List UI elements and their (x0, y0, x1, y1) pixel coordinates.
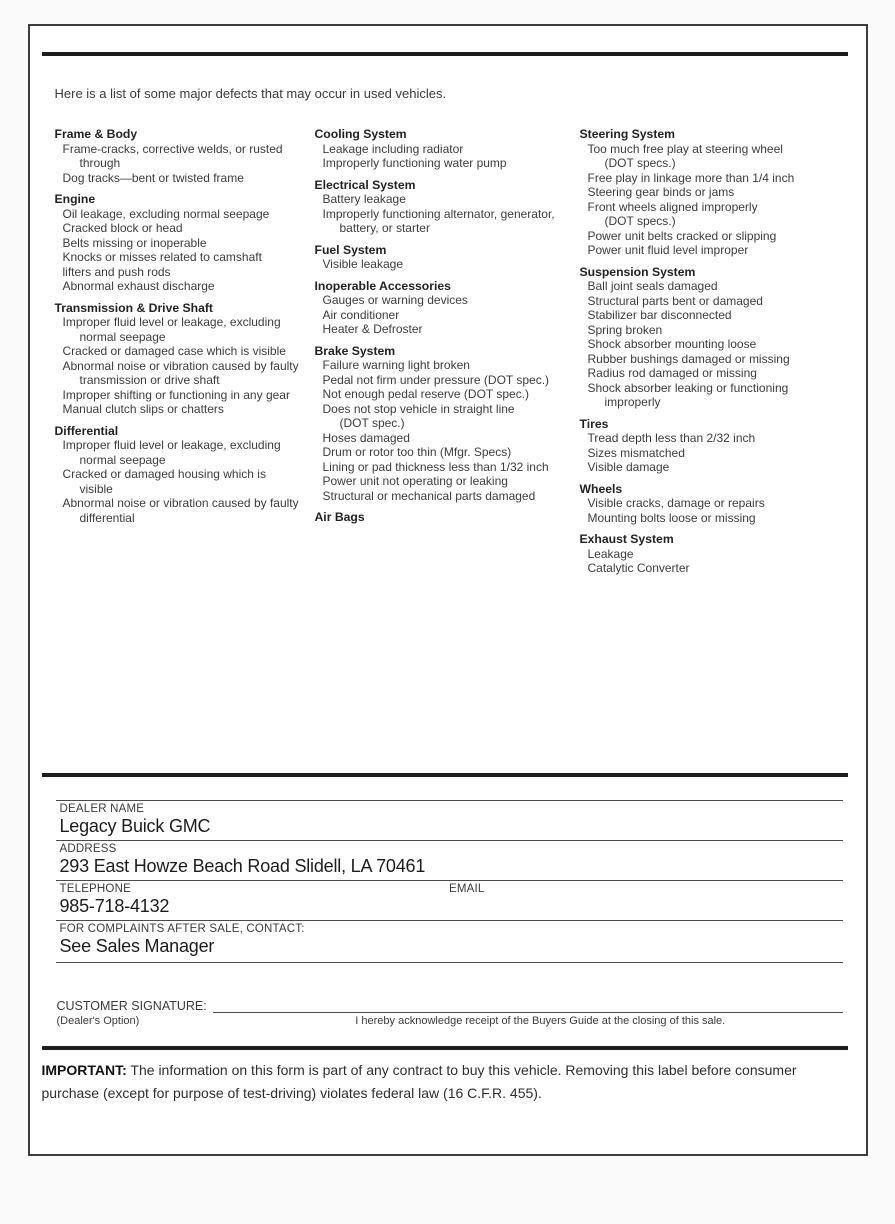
defect-item-line: Ball joint seals damaged (587, 279, 718, 293)
defect-item-line: Drum or rotor too thin (Mfgr. Specs) (322, 445, 512, 459)
complaints-contact-value: See Sales Manager (59, 936, 215, 956)
defect-item-line: battery, or starter (339, 221, 430, 235)
defect-item-line: lifters and push rods (62, 264, 171, 279)
telephone-value: 985-718-4132 (59, 896, 170, 916)
defect-item-line: Heater & Defroster (322, 322, 423, 336)
dealer-section-divider-rule (42, 773, 848, 777)
defect-item-line: Spring broken (587, 322, 663, 337)
acknowledgment-text: I hereby acknowledge receipt of the Buyers Guide at the closing of this sale. (355, 1015, 726, 1027)
defect-section (315, 178, 580, 236)
defect-item-line: Shock absorber leaking or functioning (587, 380, 789, 395)
defect-item-line: Manual clutch slips or chatters (62, 402, 224, 416)
defect-section (55, 424, 315, 526)
defect-item-line: Mounting bolts loose or missing (587, 510, 756, 525)
defect-item-line: Leakage including radiator (322, 141, 464, 156)
defect-item-line: Knocks or misses related to camshaft (62, 250, 262, 264)
address-field (56, 840, 843, 880)
important-text: The information on this form is part of any contract to buy this vehicle. Removing this label before consumer purchase (except for purpose of test-driving) violates federal law (16 C.F.R. 455). (41, 1062, 797, 1101)
defect-section (315, 243, 580, 272)
defect-item-line: Improperly functioning alternator, generator, (322, 206, 555, 221)
defect-section (315, 127, 580, 171)
defect-item-line: (DOT spec.) (339, 416, 405, 430)
defect-item-line: Steering gear binds or jams (587, 185, 735, 199)
defect-item-line: (DOT specs.) (604, 156, 676, 170)
defect-section-heading: Tires (579, 416, 609, 431)
defect-item-line: Rubber bushings damaged or missing (587, 351, 790, 366)
defect-item-line: Sizes mismatched (587, 445, 685, 460)
defect-section (580, 265, 846, 410)
defect-item-line: Cracked block or head (62, 221, 183, 235)
defect-item-line: Improper fluid level or leakage, excluding (62, 315, 281, 329)
defect-item-line: improperly (604, 395, 661, 409)
signature-sub-row (57, 1015, 843, 1027)
defect-item-line: Too much free play at steering wheel (587, 141, 783, 156)
defect-item-line: normal seepage (79, 329, 166, 344)
defect-item-line: Structural or mechanical parts damaged (322, 488, 536, 503)
defect-section (55, 192, 315, 294)
defect-section-heading: Cooling System (314, 127, 407, 141)
important-notice (42, 1059, 846, 1105)
defect-item-line: Improper shifting or functioning in any gear (62, 387, 290, 402)
defect-section (55, 127, 315, 185)
defect-item-line: Visible damage (587, 460, 670, 474)
defect-item-line: Air conditioner (322, 307, 400, 322)
defect-item-line: visible (79, 481, 113, 496)
defect-section-heading: Engine (54, 192, 96, 206)
complaints-contact-field (56, 920, 843, 963)
defect-section-heading: Exhaust System (579, 532, 674, 546)
top-divider-rule (42, 52, 848, 56)
defect-section (580, 482, 846, 526)
defect-section (580, 532, 846, 576)
defect-item-line: Power unit fluid level improper (587, 243, 749, 257)
defect-section-heading: Inoperable Accessories (314, 278, 451, 293)
dealer-name-field (56, 800, 843, 840)
important-section-divider-rule (42, 1046, 848, 1050)
defect-item-line: Visible leakage (322, 257, 404, 271)
defect-section-heading: Transmission & Drive Shaft (54, 300, 213, 315)
defect-item-line: Belts missing or inoperable (62, 235, 207, 250)
defect-section-heading: Suspension System (579, 264, 696, 279)
defect-item-line: Cracked or damaged case which is visible (62, 344, 286, 358)
defects-column-1 (55, 127, 315, 525)
defect-item-line: Gauges or warning devices (322, 293, 468, 307)
defect-item-line: Battery leakage (322, 192, 406, 206)
defect-item-line: Frame-cracks, corrective welds, or rusted (62, 141, 283, 156)
defect-item-line: Leakage (587, 546, 634, 561)
customer-signature-row (57, 999, 843, 1013)
defect-section-heading: Frame & Body (54, 127, 138, 141)
defects-column-2 (315, 127, 580, 525)
defect-item-line: transmission or drive shaft (79, 373, 220, 387)
defects-list (30, 101, 866, 773)
defect-item-line: Power unit not operating or leaking (322, 474, 508, 488)
defect-item-line: Failure warning light broken (322, 358, 470, 372)
defect-item-line: Pedal not firm under pressure (DOT spec.) (322, 372, 550, 387)
defect-section-heading: Fuel System (314, 242, 387, 257)
defect-item-line: Abnormal exhaust discharge (62, 279, 215, 293)
signature-line (213, 999, 843, 1013)
defect-item-line: Front wheels aligned improperly (587, 199, 758, 214)
defect-item-line: Oil leakage, excluding normal seepage (62, 206, 270, 221)
defect-item-line: Visible cracks, damage or repairs (587, 496, 765, 510)
defect-item-line: Free play in linkage more than 1/4 inch (587, 170, 795, 185)
email-label: EMAIL (449, 883, 485, 895)
defect-item-line: Improperly functioning water pump (322, 156, 507, 170)
defect-item-line: Stabilizer bar disconnected (587, 308, 732, 322)
defect-item-line: Power unit belts cracked or slipping (587, 228, 777, 243)
defect-item-line: Lining or pad thickness less than 1/32 inch (322, 459, 549, 474)
defect-section (315, 510, 580, 525)
defect-item-line: Improper fluid level or leakage, excluding (62, 438, 281, 452)
defect-section (580, 417, 846, 475)
defect-item-line: Shock absorber mounting loose (587, 337, 757, 351)
important-label: IMPORTANT: (41, 1062, 127, 1078)
defect-section-heading: Steering System (579, 127, 676, 141)
defect-item-line: Hoses damaged (322, 430, 410, 445)
defect-item-line: Structural parts bent or damaged (587, 293, 763, 308)
defect-item-line: Dog tracks—bent or twisted frame (62, 170, 244, 185)
defect-section-heading: Wheels (579, 481, 623, 496)
defect-section (315, 344, 580, 504)
defect-item-line: Cracked or damaged housing which is (62, 467, 266, 481)
defects-column-3 (580, 127, 846, 576)
dealers-option-label: (Dealer's Option) (56, 1015, 140, 1027)
defect-item-line: Catalytic Converter (587, 561, 690, 575)
defect-section (55, 301, 315, 417)
defect-section (580, 127, 846, 258)
defect-section-heading: Air Bags (314, 510, 365, 524)
buyers-guide-back-page (28, 24, 868, 1156)
defect-item-line: through (79, 156, 121, 170)
defect-item-line: Not enough pedal reserve (DOT spec.) (322, 387, 530, 401)
intro-text: Here is a list of some major defects that may occur in used vehicles. (54, 86, 447, 101)
defect-item-line: Does not stop vehicle in straight line (322, 401, 515, 416)
dealer-name-value: Legacy Buick GMC (59, 816, 211, 836)
defect-section-heading: Electrical System (314, 177, 416, 192)
defect-item-line: Abnormal noise or vibration caused by faulty (62, 358, 299, 373)
dealer-info-fields (56, 800, 843, 963)
complaints-label: FOR COMPLAINTS AFTER SALE, CONTACT: (59, 923, 305, 935)
defect-item-line: Tread depth less than 2/32 inch (587, 431, 756, 445)
telephone-email-field (56, 880, 843, 920)
defect-item-line: Radius rod damaged or missing (587, 366, 757, 380)
customer-signature-label: CUSTOMER SIGNATURE: (56, 999, 207, 1013)
telephone-label: TELEPHONE (59, 883, 131, 895)
defect-item-line: (DOT specs.) (604, 214, 676, 228)
defect-section (315, 279, 580, 337)
address-label: ADDRESS (59, 843, 117, 855)
defect-item-line: differential (79, 510, 135, 525)
defect-item-line: Abnormal noise or vibration caused by faulty (62, 496, 299, 510)
defect-section-heading: Differential (54, 423, 119, 438)
address-value: 293 East Howze Beach Road Slidell, LA 70461 (59, 856, 426, 876)
dealer-name-label: DEALER NAME (59, 803, 145, 815)
defect-item-line: normal seepage (79, 452, 166, 467)
defect-section-heading: Brake System (314, 343, 396, 358)
